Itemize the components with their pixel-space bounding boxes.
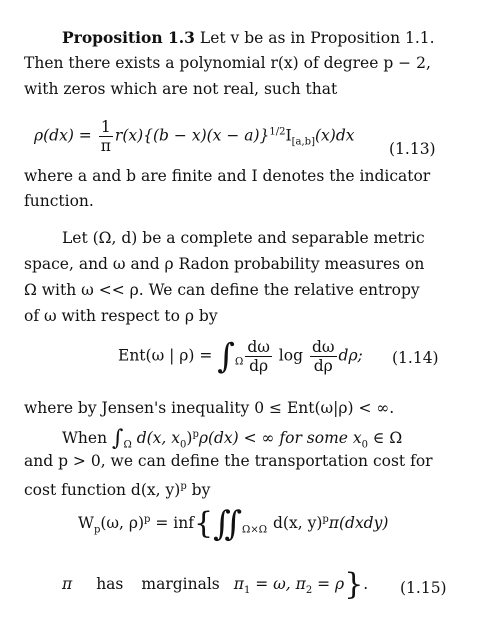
eq113-frac-num: 1 bbox=[99, 118, 113, 137]
eq115-close-brace: } bbox=[344, 567, 364, 602]
para3-int-sub: Ω bbox=[123, 439, 132, 451]
eq113-frac-den: π bbox=[100, 137, 111, 155]
eq114-fraction-2 bbox=[310, 338, 337, 375]
eq114-f2-num: dω bbox=[311, 338, 335, 356]
para2-line-1: Let (Ω, d) be a complete and separable metric bbox=[62, 229, 425, 247]
para3-line-1: When $\int_\Omega$ d(x, $x_0)^p\rho(dx)$ < ∞ for some $x_0$ ∈ Ω bbox=[62, 426, 403, 452]
proposition-line-3: with zeros which are not real, such that bbox=[24, 80, 338, 98]
para3-by: by bbox=[186, 481, 211, 500]
eq115-w: W bbox=[78, 514, 94, 533]
eq115-w-sub: p bbox=[93, 524, 101, 536]
eq114-f1-num: dω bbox=[247, 338, 270, 356]
eq115-has: has bbox=[96, 575, 124, 593]
eq115-inf: = inf bbox=[150, 514, 194, 533]
eq114-fraction-1 bbox=[245, 338, 272, 375]
eq113-indicator: I bbox=[285, 126, 292, 145]
text-line-function: function. bbox=[24, 192, 94, 210]
eq114-f1-den: dρ bbox=[249, 357, 269, 375]
eq115-pi: π bbox=[62, 575, 73, 593]
para3-line-3 bbox=[0, 477, 477, 500]
eq115-integrand-sup: p bbox=[322, 514, 329, 525]
proposition-heading: Proposition 1.3 bbox=[62, 28, 195, 47]
equation-1-14 bbox=[118, 338, 363, 375]
eq113-tail: (x)dx bbox=[314, 126, 355, 145]
eq115-cond-end: = ρ bbox=[312, 575, 345, 593]
para3-integrand: d(x, x bbox=[131, 429, 180, 448]
eq114-log: log bbox=[273, 346, 308, 365]
equation-1-15-line-1 bbox=[78, 504, 389, 545]
proposition-text-1: Let v be as in Proposition 1.1. bbox=[194, 29, 435, 47]
para2-line-3: Ω with ω << ρ. We can define the relative entropy bbox=[24, 281, 420, 299]
eq113-fraction bbox=[99, 118, 113, 155]
text-line-where-a-b: where a and b are finite and I denotes the indicator bbox=[24, 167, 431, 185]
eq114-integral-sign: ∫ bbox=[217, 336, 236, 377]
eq115-double-integral: ∬ bbox=[213, 504, 243, 545]
eq115-args: (ω, ρ) bbox=[100, 514, 145, 533]
eq113-rhs: r(x){(b − x)(x − a)} bbox=[114, 126, 270, 145]
eq115-integrand: d(x, y) bbox=[273, 514, 323, 533]
para3-integral-sign: ∫ bbox=[112, 426, 124, 452]
eq115-sub-2: 2 bbox=[305, 585, 313, 597]
eq114-lhs: Ent(ω | ρ) = bbox=[118, 346, 218, 365]
eq115-lhs-sup: p bbox=[144, 514, 151, 525]
para3-line-2: and p > 0, we can define the transportation cost for bbox=[24, 452, 433, 470]
eq115-sub-1: 1 bbox=[243, 585, 251, 597]
para3-x0-sub-2: 0 bbox=[361, 439, 368, 451]
text-line-jensen: where by Jensen's inequality 0 ≤ Ent(ω|ρ) < ∞. bbox=[24, 399, 395, 417]
eq115-marginals: marginals bbox=[141, 575, 220, 593]
eq115-cond-mid: = ω, π bbox=[250, 575, 306, 593]
eq113-lhs: ρ(dx) = bbox=[34, 126, 97, 145]
equation-number-1-13: (1.13) bbox=[389, 140, 436, 158]
para3-when: When bbox=[62, 429, 112, 448]
eq114-int-sub: Ω bbox=[235, 356, 244, 368]
eq114-tail: dρ; bbox=[338, 346, 363, 365]
para3-x0-sub: 0 bbox=[180, 439, 187, 451]
eq115-open-brace: { bbox=[193, 506, 214, 542]
para3-condition: ρ(dx) < ∞ for some x bbox=[198, 429, 362, 448]
para3-in-omega: ∈ Ω bbox=[368, 429, 403, 448]
para3-cost-fn: cost function d(x, y) bbox=[24, 481, 181, 500]
eq115-int-sub: Ω×Ω bbox=[242, 524, 267, 536]
eq113-exp: 1/2 bbox=[269, 126, 286, 138]
para3-cost-sup: p bbox=[180, 481, 187, 492]
equation-1-13 bbox=[34, 118, 354, 155]
para3-p-sup: p bbox=[192, 429, 199, 440]
equation-1-15-line-2: π has marginals $\pi_1 = \omega$, $\pi_2 = \rho$}. bbox=[62, 567, 369, 602]
eq115-integrand-tail: π(dxdy) bbox=[328, 514, 389, 533]
eq114-f2-den: dρ bbox=[313, 357, 333, 375]
proposition-line-2: Then there exists a polynomial r(x) of degree p − 2, bbox=[24, 54, 431, 72]
para2-line-4: of ω with respect to ρ by bbox=[24, 307, 218, 325]
eq113-indicator-sub: [a,b] bbox=[291, 136, 315, 148]
para2-line-2: space, and ω and ρ Radon probability measures on bbox=[24, 255, 425, 273]
equation-number-1-15: (1.15) bbox=[400, 579, 447, 597]
eq115-pi-1: π bbox=[233, 575, 244, 593]
proposition-line-1 bbox=[0, 28, 477, 48]
equation-number-1-14: (1.14) bbox=[392, 349, 439, 367]
